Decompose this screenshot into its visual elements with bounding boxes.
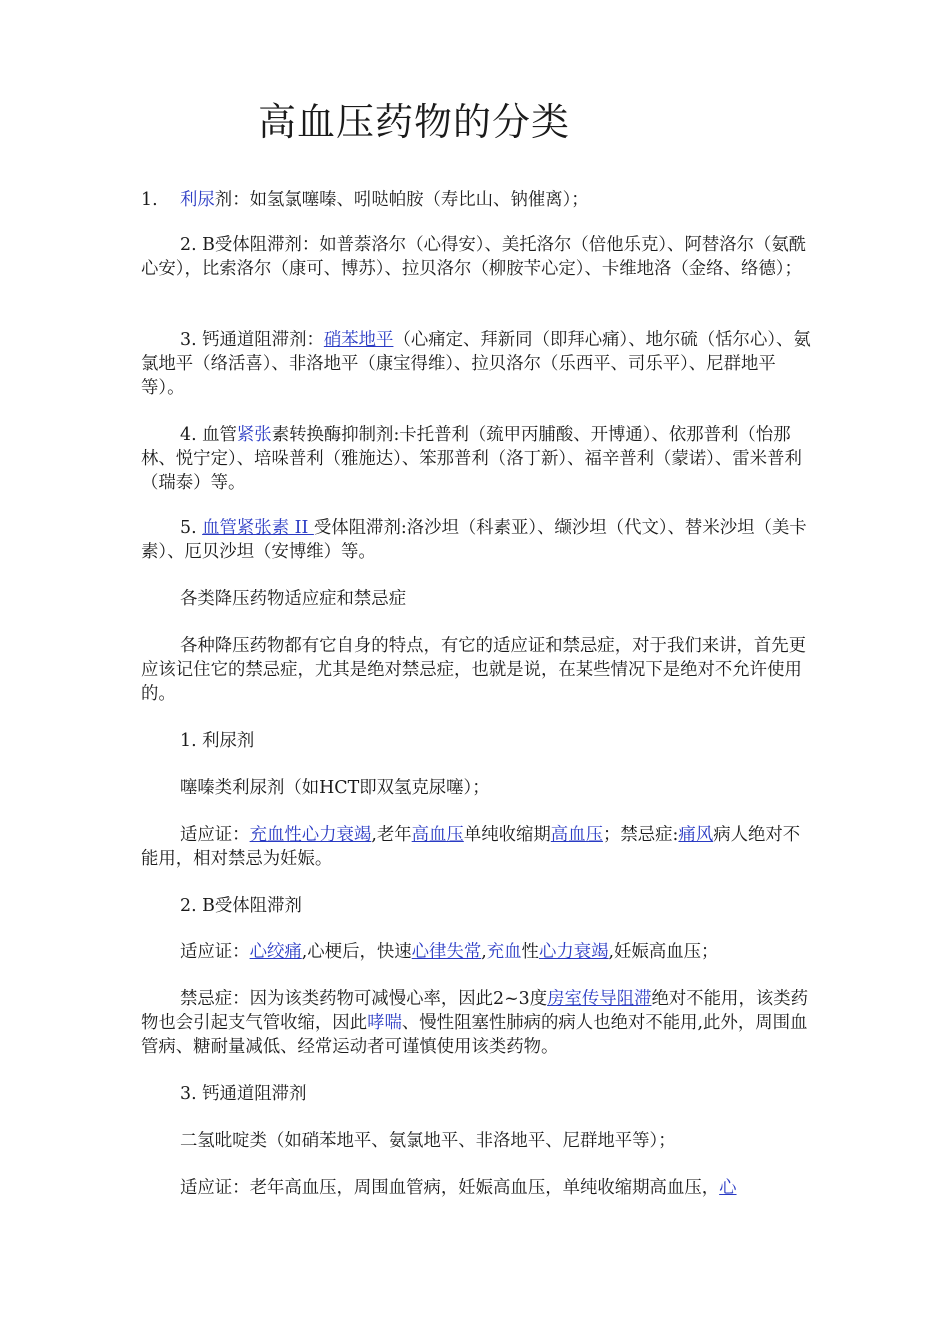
subheading-diuretics: 1. 利尿剂 [180, 731, 255, 751]
highlight-text: 紧张 [236, 425, 272, 445]
paragraph-text: ,老年 [371, 825, 412, 845]
paragraph-text: 4. 血管 [180, 425, 237, 445]
paragraph-text: 病人绝对不能用，相对禁忌为妊娠。 [141, 825, 801, 869]
paragraph-12 [141, 940, 813, 964]
paragraph-text: ,心梗后，快速 [301, 942, 412, 962]
link-gout[interactable]: 痛风 [678, 825, 714, 845]
highlight-text: 利尿 [180, 190, 215, 210]
paragraph-9: 噻嗪类利尿剂（如HCT即双氢克尿噻）； [180, 778, 490, 798]
paragraph-text: 受体阻滞剂:洛沙坦（科素亚）、缬沙坦（代文）、替米沙坦（美卡素）、厄贝沙坦（安博维）等。 [141, 518, 807, 562]
paragraph-text: 剂：如氢氯噻嗪、吲哒帕胺（寿比山、钠催离）； [214, 190, 589, 210]
paragraph-7: 各种降压药物都有它自身的特点，有它的适应证和禁忌症，对于我们来讲，首先更应该记住它的禁忌症，尤其是绝对禁忌症，也就是说，在某些情况下是绝对不允许使用的。 [141, 636, 807, 704]
link-av-block[interactable]: 房室传导阻滞 [547, 989, 652, 1009]
paragraph-text: 绝对不能用，该类药物也会引起支气管收缩，因此 [141, 989, 809, 1033]
paragraph-15: 二氢吡啶类（如硝苯地平、氨氯地平、非洛地平、尼群地平等）； [180, 1131, 676, 1151]
section-heading: 各类降压药物适应症和禁忌症 [180, 589, 407, 609]
paragraph-13 [141, 987, 813, 1059]
paragraph-text: 3. 钙通道阻滞剂： [180, 330, 324, 350]
link-angina[interactable]: 心绞痛 [249, 942, 302, 962]
list-number: 1. [141, 190, 158, 210]
paragraph-text: 单纯收缩期 [463, 825, 551, 845]
link-nifedipine[interactable]: 硝苯地平 [323, 330, 394, 350]
link-hypertension[interactable]: 高血压 [550, 825, 603, 845]
paragraph-4 [141, 423, 813, 495]
paragraph-16 [141, 1176, 813, 1200]
paragraph-text: 适应证： [180, 942, 250, 962]
link-angiotensin-ii[interactable]: 血管紧张素 II [202, 518, 314, 538]
paragraph-text: 适应证： [180, 825, 250, 845]
paragraph-3 [141, 328, 813, 400]
paragraph-10 [141, 823, 813, 871]
paragraph-text: ；禁忌症: [602, 825, 679, 845]
link-heart-failure[interactable]: 充血性心力衰竭 [249, 825, 372, 845]
link-arrhythmia[interactable]: 心律失常 [411, 942, 482, 962]
subheading-beta-blockers: 2. B受体阻滞剂 [180, 896, 302, 916]
paragraph-text: 适应证：老年高血压，周围血管病，妊娠高血压，单纯收缩期高血压， [180, 1178, 720, 1198]
subheading-calcium-blockers: 3. 钙通道阻滞剂 [180, 1084, 307, 1104]
paragraph-text: 性 [521, 942, 539, 962]
page-title: 高血压药物的分类 [258, 100, 571, 144]
paragraph-1 [141, 188, 813, 212]
paragraph-text: 5. [180, 518, 203, 538]
paragraph-text: （心痛定、拜新同（即拜心痛）、地尔硫（恬尔心）、氨氯地平（络活喜）、非洛地平（康宝得维）、拉贝洛尔（乐西平、司乐平）、尼群地平等）。 [141, 330, 811, 398]
paragraph-text: 素转换酶抑制剂:卡托普利（巯甲丙脯酸、开博通）、依那普利（怡那林、悦宁定）、培哚普利（雅施达）、笨那普利（洛丁新）、福辛普利（蒙诺）、雷米普利（瑞泰）等。 [141, 425, 802, 493]
paragraph-5 [141, 516, 813, 564]
paragraph-2: 2. B受体阻滞剂：如普萘洛尔（心得安）、美托洛尔（倍他乐克）、阿替洛尔（氨酰心安），比索洛尔（康可、博苏）、拉贝洛尔（柳胺苄心定）、卡维地洛（金络、络德）； [141, 235, 807, 279]
highlight-text: 哮喘 [367, 1013, 402, 1033]
link-heart[interactable]: 心 [719, 1178, 737, 1198]
highlight-text: 充血 [486, 942, 522, 962]
paragraph-text: ,妊娠高血压； [608, 942, 719, 962]
link-heart-failure[interactable]: 心力衰竭 [538, 942, 609, 962]
link-hypertension[interactable]: 高血压 [411, 825, 464, 845]
paragraph-text: , [481, 942, 487, 962]
paragraph-text: 禁忌症：因为该类药物可减慢心率，因此2~3度 [180, 989, 548, 1009]
paragraph-text: 、慢性阻塞性肺病的病人也绝对不能用,此外，周围血管病、糖耐量减低、经常运动者可谨慎使用该类药物。 [141, 1013, 808, 1057]
